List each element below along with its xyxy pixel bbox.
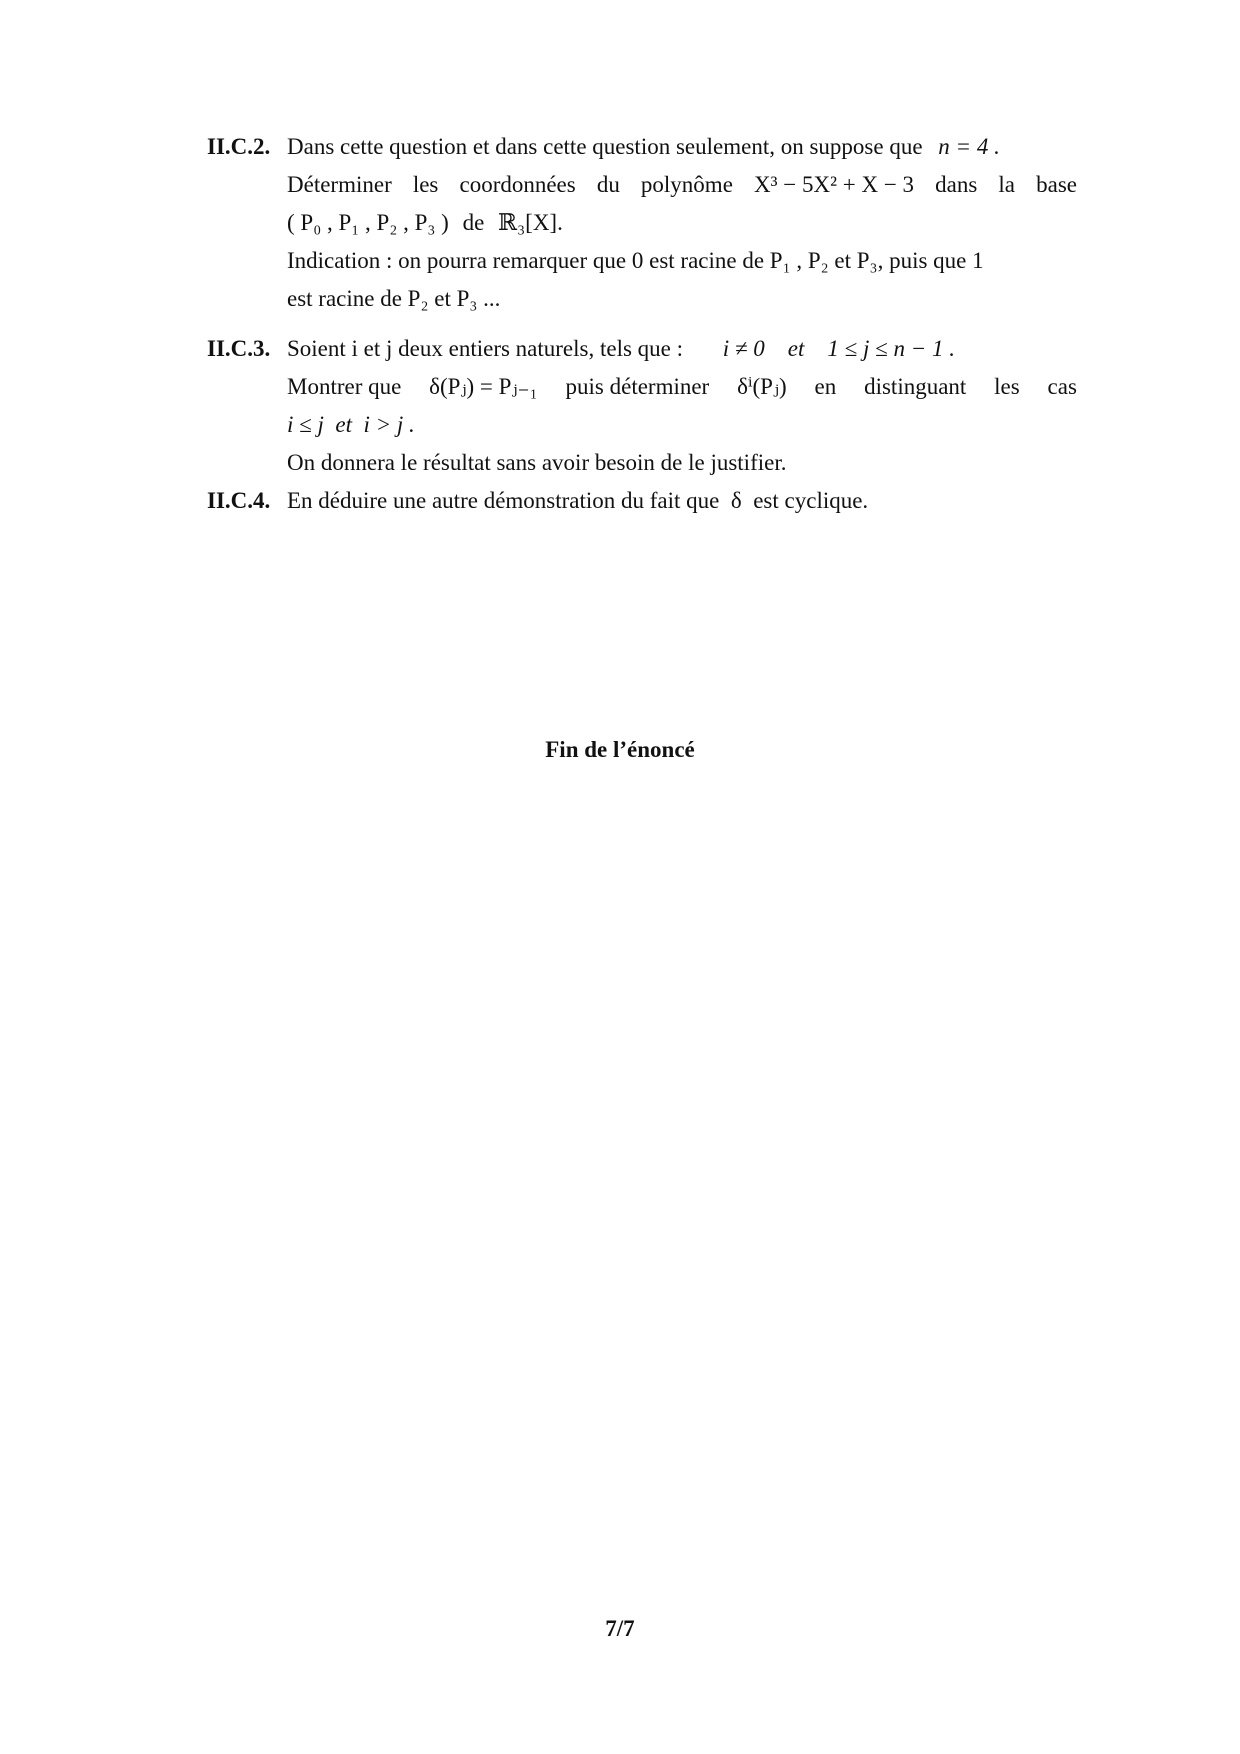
question-ii-c-2: [207, 128, 1077, 318]
question-line: ( P₀ , P₁ , P₂ , P₃ ) de ℝ₃[X].: [287, 210, 563, 235]
math-expression: δⁱ(Pⱼ): [737, 374, 787, 399]
polynomial-expression: X³ − 5X² + X − 3: [754, 172, 915, 197]
basis-expression: ( P₀ , P₁ , P₂ , P₃ ): [287, 210, 449, 235]
question-line: Indication : on pourra remarquer que 0 est racine de P₁ , P₂ et P₃, puis que 1: [287, 248, 984, 273]
question-ii-c-4: [207, 482, 1077, 520]
math-expression: δ(Pⱼ) = Pⱼ₋₁: [429, 374, 538, 399]
question-label: II.C.2.: [207, 134, 271, 159]
math-expression: n = 4 .: [938, 134, 1000, 159]
question-label: II.C.3.: [207, 336, 271, 361]
end-of-statement: Fin de l’énoncé: [545, 737, 695, 762]
question-line: Soient i et j deux entiers naturels, tels que : i ≠ 0 et 1 ≤ j ≤ n − 1 .: [287, 336, 956, 361]
math-expression: i ≠ 0 et 1 ≤ j ≤ n − 1 .: [722, 336, 956, 361]
question-line: est racine de P₂ et P₃ ...: [287, 286, 501, 311]
question-line: Déterminer les coordonnées du polynôme X³ − 5X² + X − 3 dans la base: [287, 166, 1077, 204]
question-label: II.C.4.: [207, 488, 271, 513]
page-number: 7/7: [605, 1616, 635, 1641]
question-line: On donnera le résultat sans avoir besoin de le justifier.: [287, 450, 787, 475]
question-ii-c-3: [207, 330, 1077, 482]
polynomial-space: ℝ₃[X].: [498, 210, 563, 235]
question-line: En déduire une autre démonstration du fait que δ est cyclique.: [287, 488, 869, 513]
question-line: Dans cette question et dans cette question seulement, on suppose que n = 4 .: [287, 134, 1000, 159]
question-line: Montrer que δ(Pⱼ) = Pⱼ₋₁ puis déterminer δⁱ(Pⱼ) en distinguant les cas: [287, 368, 1077, 406]
question-line: i ≤ j et i > j .: [287, 412, 415, 437]
